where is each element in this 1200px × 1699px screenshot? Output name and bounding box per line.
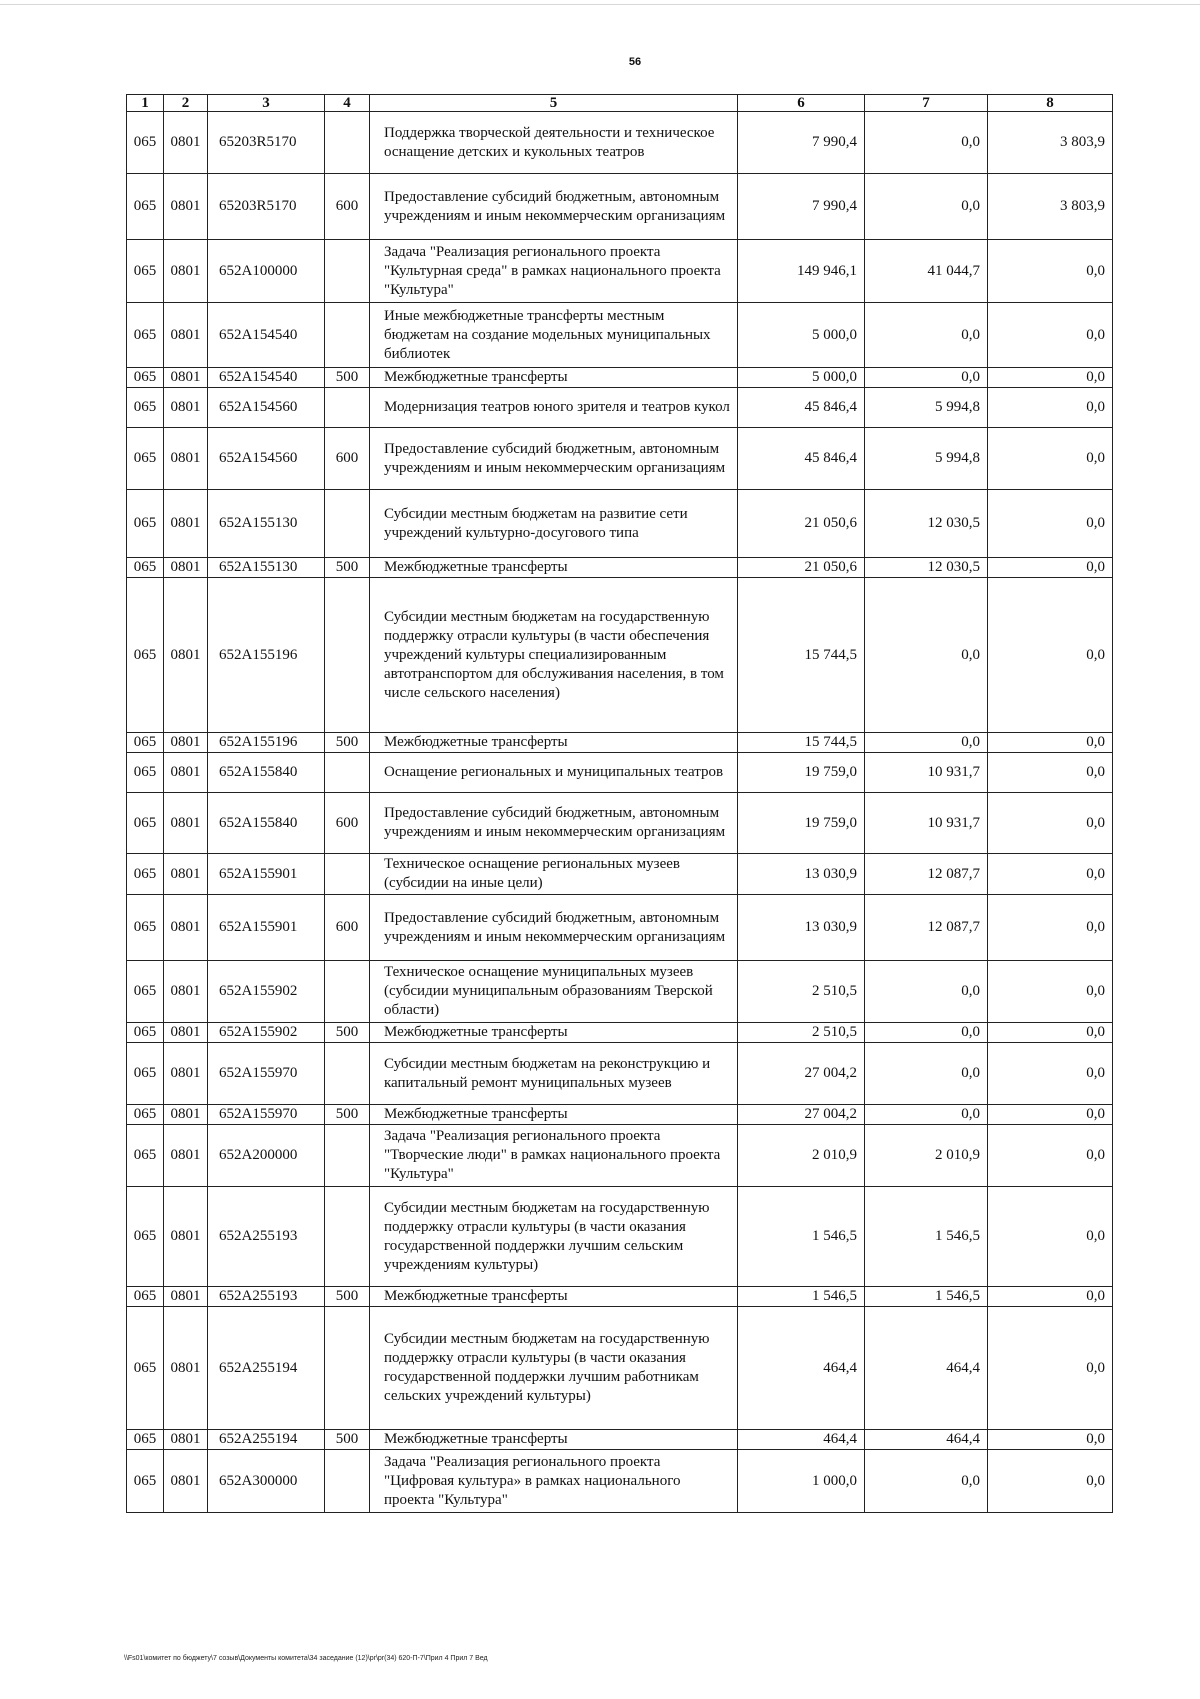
cell-target-article: 65203R5170 (208, 112, 325, 174)
cell-target-article: 652A155901 (208, 854, 325, 895)
cell-section: 0801 (164, 1125, 208, 1187)
cell-amount-3: 0,0 (988, 895, 1113, 961)
cell-name: Межбюджетные трансферты (370, 1287, 738, 1307)
cell-target-article: 652A155902 (208, 1023, 325, 1043)
cell-section: 0801 (164, 578, 208, 733)
cell-amount-2: 0,0 (865, 368, 988, 388)
cell-target-article: 652A154560 (208, 388, 325, 428)
cell-expense-type (325, 112, 370, 174)
cell-amount-2: 0,0 (865, 1105, 988, 1125)
cell-amount-2: 0,0 (865, 1043, 988, 1105)
cell-section: 0801 (164, 1043, 208, 1105)
cell-amount-1: 27 004,2 (738, 1043, 865, 1105)
cell-chapter: 065 (127, 895, 164, 961)
cell-chapter: 065 (127, 240, 164, 303)
cell-amount-3: 0,0 (988, 854, 1113, 895)
header-cell: 8 (988, 95, 1113, 112)
cell-expense-type (325, 1043, 370, 1105)
cell-name: Межбюджетные трансферты (370, 1430, 738, 1450)
table-row (127, 303, 1113, 368)
cell-expense-type (325, 1125, 370, 1187)
cell-section: 0801 (164, 558, 208, 578)
table-row (127, 1287, 1113, 1307)
cell-amount-2: 12 030,5 (865, 558, 988, 578)
cell-section: 0801 (164, 174, 208, 240)
cell-amount-3: 0,0 (988, 388, 1113, 428)
cell-amount-2: 0,0 (865, 1023, 988, 1043)
table-row (127, 388, 1113, 428)
cell-expense-type (325, 1450, 370, 1513)
cell-amount-3: 0,0 (988, 490, 1113, 558)
cell-expense-type: 500 (325, 733, 370, 753)
cell-expense-type: 600 (325, 174, 370, 240)
cell-amount-3: 3 803,9 (988, 112, 1113, 174)
cell-name: Предоставление субсидий бюджетным, автономным учреждениям и иным некоммерческим организациям (370, 895, 738, 961)
table-row (127, 1105, 1113, 1125)
cell-name: Субсидии местным бюджетам на государственную поддержку отрасли культуры (в части оказания государственной поддержки лучшим работникам сельских учреждений культуры) (370, 1307, 738, 1430)
cell-name: Межбюджетные трансферты (370, 1105, 738, 1125)
cell-expense-type: 600 (325, 895, 370, 961)
table-row (127, 240, 1113, 303)
cell-amount-3: 0,0 (988, 428, 1113, 490)
cell-amount-2: 12 087,7 (865, 895, 988, 961)
cell-section: 0801 (164, 1287, 208, 1307)
cell-section: 0801 (164, 895, 208, 961)
cell-amount-2: 0,0 (865, 112, 988, 174)
cell-expense-type (325, 1307, 370, 1430)
cell-target-article: 652A155970 (208, 1105, 325, 1125)
cell-section: 0801 (164, 1307, 208, 1430)
table-row (127, 733, 1113, 753)
cell-chapter: 065 (127, 428, 164, 490)
cell-section: 0801 (164, 368, 208, 388)
header-cell: 6 (738, 95, 865, 112)
cell-chapter: 065 (127, 1043, 164, 1105)
header-cell: 2 (164, 95, 208, 112)
cell-chapter: 065 (127, 793, 164, 854)
cell-name: Предоставление субсидий бюджетным, автономным учреждениям и иным некоммерческим организациям (370, 174, 738, 240)
cell-name: Модернизация театров юного зрителя и театров кукол (370, 388, 738, 428)
cell-amount-1: 27 004,2 (738, 1105, 865, 1125)
cell-expense-type: 500 (325, 368, 370, 388)
table-row (127, 578, 1113, 733)
scan-edge-line (0, 4, 1200, 5)
cell-amount-1: 45 846,4 (738, 388, 865, 428)
cell-amount-1: 7 990,4 (738, 112, 865, 174)
cell-chapter: 065 (127, 1287, 164, 1307)
cell-name: Межбюджетные трансферты (370, 1023, 738, 1043)
cell-chapter: 065 (127, 578, 164, 733)
cell-name: Задача "Реализация регионального проекта "Цифровая культура» в рамках национального проекта "Культура" (370, 1450, 738, 1513)
cell-chapter: 065 (127, 1125, 164, 1187)
cell-expense-type (325, 388, 370, 428)
cell-section: 0801 (164, 961, 208, 1023)
cell-amount-3: 0,0 (988, 1287, 1113, 1307)
cell-chapter: 065 (127, 174, 164, 240)
cell-amount-1: 7 990,4 (738, 174, 865, 240)
cell-amount-2: 464,4 (865, 1307, 988, 1430)
cell-section: 0801 (164, 1450, 208, 1513)
cell-amount-3: 0,0 (988, 240, 1113, 303)
cell-amount-1: 1 000,0 (738, 1450, 865, 1513)
table-row (127, 793, 1113, 854)
cell-amount-1: 2 510,5 (738, 1023, 865, 1043)
cell-chapter: 065 (127, 1105, 164, 1125)
cell-amount-2: 5 994,8 (865, 388, 988, 428)
cell-amount-1: 19 759,0 (738, 793, 865, 854)
cell-amount-3: 0,0 (988, 1043, 1113, 1105)
cell-amount-1: 5 000,0 (738, 303, 865, 368)
footer-file-path: \\Fs01\комитет по бюджету\7 созыв\Документы комитета\34 заседание (12)\pr\pr(34) 620-П-7\Прил 4 Прил 7 Вед (124, 1655, 488, 1662)
table-row (127, 1430, 1113, 1450)
cell-section: 0801 (164, 1187, 208, 1287)
cell-target-article: 652A155840 (208, 753, 325, 793)
header-cell: 3 (208, 95, 325, 112)
table-row (127, 1043, 1113, 1105)
cell-target-article: 652A154560 (208, 428, 325, 490)
cell-amount-2: 0,0 (865, 174, 988, 240)
cell-amount-1: 2 010,9 (738, 1125, 865, 1187)
cell-expense-type: 500 (325, 558, 370, 578)
cell-name: Предоставление субсидий бюджетным, автономным учреждениям и иным некоммерческим организациям (370, 428, 738, 490)
cell-section: 0801 (164, 793, 208, 854)
cell-amount-3: 0,0 (988, 578, 1113, 733)
cell-amount-3: 0,0 (988, 961, 1113, 1023)
cell-target-article: 652A255194 (208, 1430, 325, 1450)
cell-expense-type (325, 490, 370, 558)
cell-amount-2: 0,0 (865, 578, 988, 733)
cell-amount-3: 0,0 (988, 1430, 1113, 1450)
cell-chapter: 065 (127, 388, 164, 428)
cell-amount-2: 12 087,7 (865, 854, 988, 895)
cell-expense-type (325, 961, 370, 1023)
table-row (127, 1307, 1113, 1430)
cell-name: Субсидии местным бюджетам на реконструкцию и капитальный ремонт муниципальных музеев (370, 1043, 738, 1105)
cell-amount-2: 0,0 (865, 961, 988, 1023)
budget-table (126, 94, 1113, 1513)
cell-amount-2: 1 546,5 (865, 1187, 988, 1287)
cell-section: 0801 (164, 733, 208, 753)
cell-chapter: 065 (127, 753, 164, 793)
cell-amount-2: 464,4 (865, 1430, 988, 1450)
cell-target-article: 652A155196 (208, 578, 325, 733)
cell-amount-1: 13 030,9 (738, 854, 865, 895)
header-row (127, 95, 1113, 112)
cell-chapter: 065 (127, 1450, 164, 1513)
table-row (127, 854, 1113, 895)
cell-amount-2: 0,0 (865, 733, 988, 753)
cell-section: 0801 (164, 112, 208, 174)
cell-name: Межбюджетные трансферты (370, 733, 738, 753)
cell-amount-2: 0,0 (865, 1450, 988, 1513)
header-cell: 4 (325, 95, 370, 112)
cell-section: 0801 (164, 240, 208, 303)
cell-target-article: 652A255193 (208, 1287, 325, 1307)
cell-expense-type (325, 578, 370, 733)
cell-expense-type: 600 (325, 793, 370, 854)
cell-amount-3: 3 803,9 (988, 174, 1113, 240)
cell-amount-1: 464,4 (738, 1430, 865, 1450)
table-row (127, 753, 1113, 793)
header-cell: 7 (865, 95, 988, 112)
cell-expense-type (325, 1187, 370, 1287)
cell-name: Задача "Реализация регионального проекта "Культурная среда" в рамках национального проекта "Культура" (370, 240, 738, 303)
cell-amount-3: 0,0 (988, 1450, 1113, 1513)
cell-name: Оснащение региональных и муниципальных театров (370, 753, 738, 793)
cell-amount-1: 15 744,5 (738, 733, 865, 753)
cell-amount-1: 2 510,5 (738, 961, 865, 1023)
cell-amount-1: 1 546,5 (738, 1287, 865, 1307)
cell-chapter: 065 (127, 854, 164, 895)
cell-amount-1: 13 030,9 (738, 895, 865, 961)
cell-target-article: 652A300000 (208, 1450, 325, 1513)
cell-section: 0801 (164, 1105, 208, 1125)
cell-amount-2: 10 931,7 (865, 793, 988, 854)
table-row (127, 112, 1113, 174)
table-row (127, 1450, 1113, 1513)
cell-amount-3: 0,0 (988, 793, 1113, 854)
cell-expense-type (325, 303, 370, 368)
cell-chapter: 065 (127, 558, 164, 578)
cell-chapter: 065 (127, 1023, 164, 1043)
cell-target-article: 652A155130 (208, 558, 325, 578)
cell-amount-3: 0,0 (988, 1105, 1113, 1125)
table-row (127, 558, 1113, 578)
cell-section: 0801 (164, 1023, 208, 1043)
cell-amount-3: 0,0 (988, 753, 1113, 793)
cell-amount-1: 45 846,4 (738, 428, 865, 490)
cell-amount-2: 5 994,8 (865, 428, 988, 490)
cell-target-article: 65203R5170 (208, 174, 325, 240)
table-row (127, 368, 1113, 388)
cell-expense-type: 500 (325, 1023, 370, 1043)
cell-target-article: 652A155196 (208, 733, 325, 753)
cell-section: 0801 (164, 388, 208, 428)
cell-amount-3: 0,0 (988, 1023, 1113, 1043)
cell-section: 0801 (164, 428, 208, 490)
cell-target-article: 652A155970 (208, 1043, 325, 1105)
table-row (127, 1023, 1113, 1043)
table-row (127, 428, 1113, 490)
cell-chapter: 065 (127, 1430, 164, 1450)
cell-expense-type: 500 (325, 1287, 370, 1307)
cell-target-article: 652A155130 (208, 490, 325, 558)
cell-name: Предоставление субсидий бюджетным, автономным учреждениям и иным некоммерческим организациям (370, 793, 738, 854)
cell-name: Техническое оснащение муниципальных музеев (субсидии муниципальным образованиям Тверской области) (370, 961, 738, 1023)
page-number: 56 (628, 56, 642, 68)
table-row (127, 895, 1113, 961)
table-row (127, 1125, 1113, 1187)
cell-amount-2: 10 931,7 (865, 753, 988, 793)
cell-section: 0801 (164, 490, 208, 558)
cell-amount-1: 464,4 (738, 1307, 865, 1430)
cell-target-article: 652A200000 (208, 1125, 325, 1187)
cell-chapter: 065 (127, 490, 164, 558)
cell-name: Поддержка творческой деятельности и техническое оснащение детских и кукольных театров (370, 112, 738, 174)
cell-target-article: 652A100000 (208, 240, 325, 303)
cell-amount-2: 12 030,5 (865, 490, 988, 558)
cell-name: Иные межбюджетные трансферты местным бюджетам на создание модельных муниципальных библиотек (370, 303, 738, 368)
cell-amount-1: 1 546,5 (738, 1187, 865, 1287)
cell-name: Субсидии местным бюджетам на государственную поддержку отрасли культуры (в части обеспечения учреждений культуры специализированным автотранспортом для обслуживания населения, в том числе сельского населения) (370, 578, 738, 733)
cell-target-article: 652A155901 (208, 895, 325, 961)
cell-amount-2: 2 010,9 (865, 1125, 988, 1187)
table-row (127, 174, 1113, 240)
cell-amount-1: 21 050,6 (738, 558, 865, 578)
cell-amount-1: 19 759,0 (738, 753, 865, 793)
cell-chapter: 065 (127, 303, 164, 368)
cell-amount-3: 0,0 (988, 1125, 1113, 1187)
cell-amount-1: 5 000,0 (738, 368, 865, 388)
cell-amount-3: 0,0 (988, 733, 1113, 753)
cell-section: 0801 (164, 854, 208, 895)
cell-chapter: 065 (127, 112, 164, 174)
cell-expense-type (325, 854, 370, 895)
cell-name: Техническое оснащение региональных музеев (субсидии на иные цели) (370, 854, 738, 895)
cell-name: Межбюджетные трансферты (370, 558, 738, 578)
cell-name: Субсидии местным бюджетам на государственную поддержку отрасли культуры (в части оказания государственной поддержки лучшим сельским учреждениям культуры) (370, 1187, 738, 1287)
cell-chapter: 065 (127, 1307, 164, 1430)
cell-expense-type (325, 240, 370, 303)
cell-amount-3: 0,0 (988, 1187, 1113, 1287)
cell-expense-type: 600 (325, 428, 370, 490)
cell-amount-1: 21 050,6 (738, 490, 865, 558)
cell-amount-1: 149 946,1 (738, 240, 865, 303)
table-row (127, 961, 1113, 1023)
cell-expense-type: 500 (325, 1430, 370, 1450)
cell-chapter: 065 (127, 368, 164, 388)
cell-expense-type (325, 753, 370, 793)
table-row (127, 490, 1113, 558)
cell-name: Субсидии местным бюджетам на развитие сети учреждений культурно-досугового типа (370, 490, 738, 558)
cell-section: 0801 (164, 1430, 208, 1450)
cell-amount-3: 0,0 (988, 303, 1113, 368)
cell-name: Задача "Реализация регионального проекта "Творческие люди" в рамках национального проекта "Культура" (370, 1125, 738, 1187)
cell-chapter: 065 (127, 961, 164, 1023)
cell-amount-3: 0,0 (988, 368, 1113, 388)
table-row (127, 1187, 1113, 1287)
cell-amount-3: 0,0 (988, 558, 1113, 578)
cell-target-article: 652A154540 (208, 368, 325, 388)
cell-name: Межбюджетные трансферты (370, 368, 738, 388)
cell-amount-1: 15 744,5 (738, 578, 865, 733)
cell-amount-3: 0,0 (988, 1307, 1113, 1430)
cell-chapter: 065 (127, 1187, 164, 1287)
header-cell: 1 (127, 95, 164, 112)
cell-chapter: 065 (127, 733, 164, 753)
cell-amount-2: 0,0 (865, 303, 988, 368)
cell-amount-2: 41 044,7 (865, 240, 988, 303)
cell-section: 0801 (164, 303, 208, 368)
cell-target-article: 652A255194 (208, 1307, 325, 1430)
cell-amount-2: 1 546,5 (865, 1287, 988, 1307)
cell-target-article: 652A155840 (208, 793, 325, 854)
cell-target-article: 652A255193 (208, 1187, 325, 1287)
cell-expense-type: 500 (325, 1105, 370, 1125)
cell-section: 0801 (164, 753, 208, 793)
header-cell: 5 (370, 95, 738, 112)
cell-target-article: 652A155902 (208, 961, 325, 1023)
cell-target-article: 652A154540 (208, 303, 325, 368)
